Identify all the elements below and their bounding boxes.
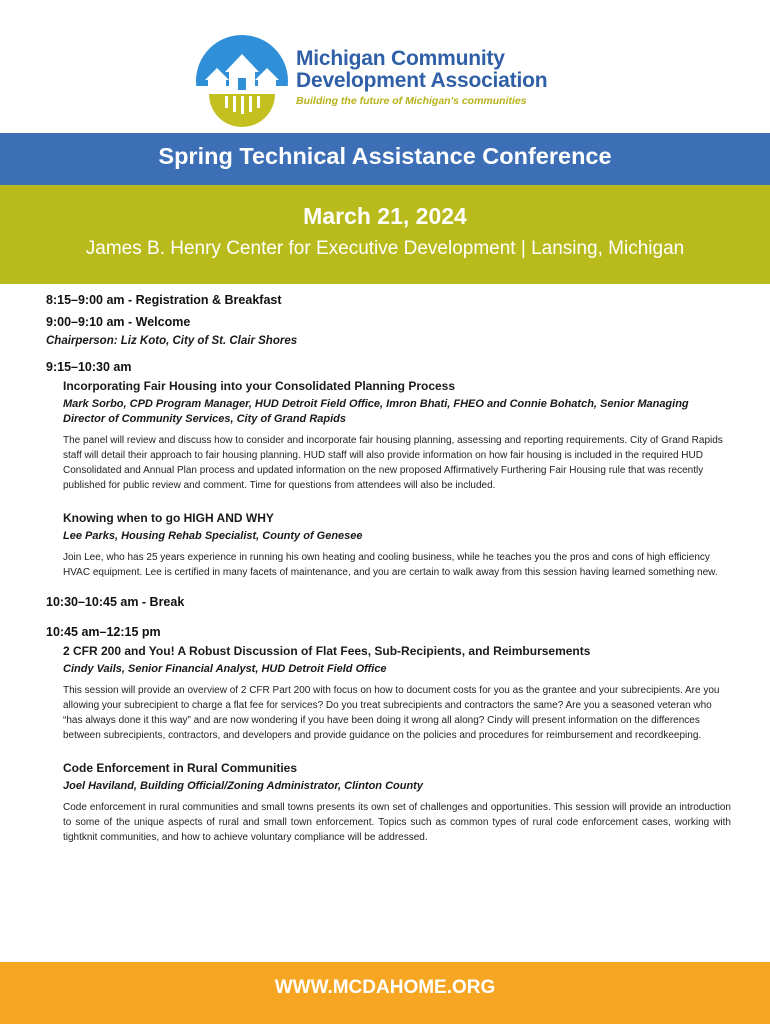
registration-time: 8:15–9:00 am - Registration & Breakfast	[46, 293, 282, 307]
session-title: Code Enforcement in Rural Communities	[63, 761, 298, 775]
org-name-line2: Development Association	[296, 69, 548, 92]
conference-venue: James B. Henry Center for Executive Development | Lansing, Michigan	[85, 238, 685, 259]
block2-time: 10:45 am–12:15 pm	[46, 625, 161, 639]
session-speakers: Cindy Vails, Senior Financial Analyst, HUD Detroit Field Office	[63, 663, 387, 675]
conference-title: Spring Technical Assistance Conference	[158, 143, 612, 169]
mcda-logo-icon	[195, 34, 289, 128]
date-band	[0, 185, 770, 284]
org-name-line1: Michigan Community	[296, 47, 505, 70]
session-description: Join Lee, who has 25 years experience in running his own heating and cooling business, while he teaches you the pros and cons of high efficiency HVAC equipment. Lee is certified in many facets of maintenance, and you are certain to walk away from this session having learned something new.	[63, 552, 718, 578]
chairperson: Chairperson: Liz Koto, City of St. Clair Shores	[46, 335, 298, 347]
session-speakers: Lee Parks, Housing Rehab Specialist, County of Genesee	[63, 530, 363, 542]
session-speakers: Mark Sorbo, CPD Program Manager, HUD Detroit Field Office, Imron Bhati, FHEO and Connie Bohatch, Senior Managing Director of Community Services, City of Grand Rapids	[63, 398, 689, 425]
session-title: Incorporating Fair Housing into your Consolidated Planning Process	[63, 379, 456, 393]
break-time: 10:30–10:45 am - Break	[46, 595, 185, 609]
session-fair-housing	[63, 379, 731, 493]
welcome-time: 9:00–9:10 am - Welcome	[46, 315, 191, 329]
session-hvac	[63, 511, 731, 580]
session-title: Knowing when to go HIGH AND WHY	[63, 511, 274, 525]
session-speakers: Joel Haviland, Building Official/Zoning Administrator, Clinton County	[63, 780, 423, 792]
session-code-enforcement	[63, 761, 731, 845]
org-logo	[195, 30, 595, 130]
session-description: This session will provide an overview of 2 CFR Part 200 with focus on how to document costs for you as the grantee and your subrecipients. Are you allowing your subrecipient to charge a flat fee for services? Do you treat subrecipients and contractors the same? Are you a seasoned veteran who “has always done it this way” and are now wondering if you have been doing it wrong all along? Cindy will present information on the differences between subrecipients, contractors, and developers and provide guidance on the policies and procedures for reimbursement and recordkeeping.	[63, 685, 720, 741]
block1-time: 9:15–10:30 am	[46, 360, 132, 374]
agenda	[46, 292, 731, 845]
org-tagline: Building the future of Michigan's communities	[296, 95, 527, 107]
session-title: 2 CFR 200 and You! A Robust Discussion of Flat Fees, Sub-Recipients, and Reimbursements	[63, 644, 591, 658]
conference-date: March 21, 2024	[303, 203, 467, 229]
session-2cfr200	[63, 644, 731, 743]
website-link[interactable]: WWW.MCDAHOME.ORG	[274, 977, 496, 998]
session-description: Code enforcement in rural communities and small towns presents its own set of challenges and opportunities. This session will provide an introduction to some of the unique aspects of rural and small town enforcement. Topics such as common types of rural code enforcement cases, working with tightknit communities, and how to achieve voluntary compliance will be addressed.	[63, 802, 731, 843]
session-description: The panel will review and discuss how to consider and incorporate fair housing planning, assessing and reporting requirements. City of Grand Rapids staff will detail their approach to fair housing planning. HUD staff will also provide information on how fair housing is included in the required HUD Consolidated and Annual Plan process and updated information on the new proposed Affirmatively Furthering Fair Housing rule that was recently published for public review and comment. Time for questions from attendees will also be included.	[63, 435, 723, 491]
